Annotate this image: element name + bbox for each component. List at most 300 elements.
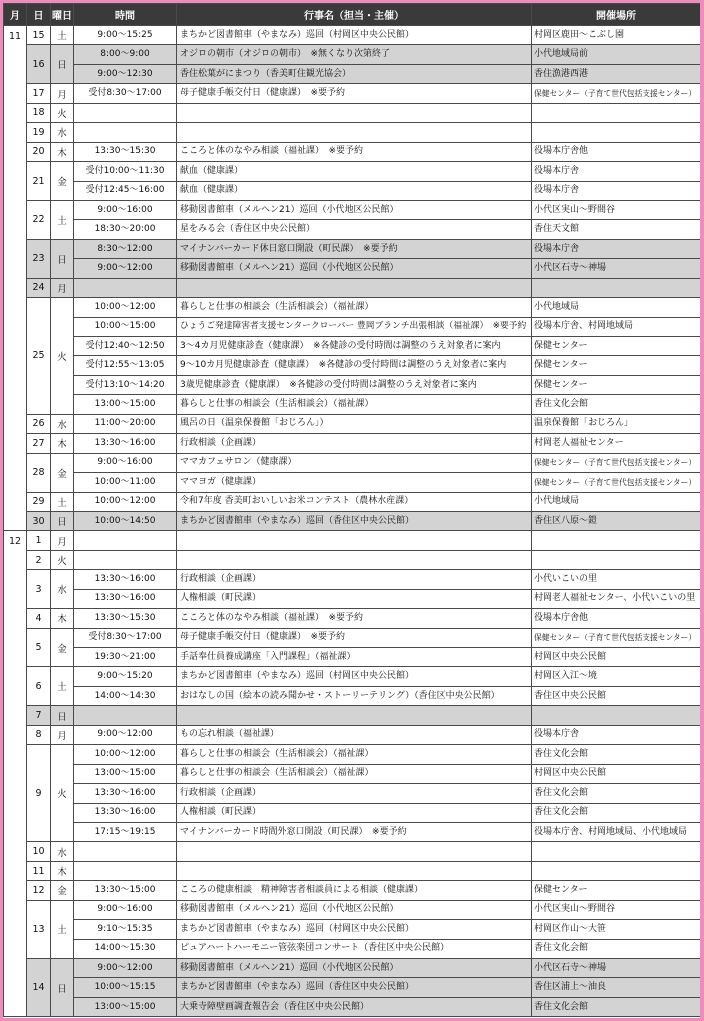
event-time: 9:00～12:00 xyxy=(97,729,153,740)
event-name-cell xyxy=(177,725,532,744)
event-name: こころと体のなやみ相談（福祉課） ※要予約 xyxy=(180,612,364,623)
event-time: 受付12:40～12:50 xyxy=(85,340,165,351)
event-name-cell xyxy=(177,667,532,686)
event-name: 移動図書館車（メルヘン21）巡回（小代地区公民館） xyxy=(180,262,399,273)
event-place-cell xyxy=(532,298,701,317)
header-row xyxy=(4,4,701,26)
event-place: 香住天文館 xyxy=(534,224,580,235)
event-name: まちかど図書館車（やまなみ）巡回（村岡区中央公民館） xyxy=(180,923,415,934)
event-name: 母子健康手帳交付日（健康課） ※要予約 xyxy=(180,632,346,643)
event-name-cell xyxy=(177,434,532,453)
event-time-cell xyxy=(74,531,177,550)
weekday-cell: 火 xyxy=(51,550,74,569)
event-name-cell xyxy=(177,939,532,958)
event-name-cell xyxy=(177,570,532,589)
weekday-cell: 日 xyxy=(51,239,74,278)
event-name-cell xyxy=(177,492,532,511)
header-weekday: 曜日 xyxy=(51,4,74,26)
day-cell: 21 xyxy=(27,162,51,201)
event-name: 3歳児健康診査（健康課） ※各健診の受付時間は調整のうえ対象者に案内 xyxy=(180,379,477,390)
table-row xyxy=(4,142,701,161)
event-time-cell xyxy=(74,298,177,317)
event-time-cell xyxy=(74,45,177,64)
table-row xyxy=(4,356,701,375)
event-time-cell xyxy=(74,123,177,142)
table-row xyxy=(4,298,701,317)
event-time: 13:30～15:30 xyxy=(94,612,156,623)
event-name: 人権相談（町民課） xyxy=(180,807,262,818)
day-cell: 18 xyxy=(27,103,51,122)
event-name-cell xyxy=(177,239,532,258)
event-time-cell xyxy=(74,356,177,375)
event-name: 献血（健康課） xyxy=(180,185,244,196)
event-place: 香住区八原～鎧 xyxy=(534,515,598,526)
event-time-cell xyxy=(74,920,177,939)
table-row xyxy=(4,764,701,783)
event-name: こころと体のなやみ相談（福祉課） ※要予約 xyxy=(180,146,364,157)
table-row xyxy=(4,842,701,861)
event-place: 保健センター（子育て世代包括支援センター） xyxy=(534,477,697,487)
event-time-cell xyxy=(74,317,177,336)
event-place-cell xyxy=(532,667,701,686)
table-row xyxy=(4,492,701,511)
table-row xyxy=(4,239,701,258)
header-place: 開催場所 xyxy=(532,4,701,26)
event-time-cell xyxy=(74,453,177,472)
day-cell: 23 xyxy=(27,239,51,278)
day-cell: 29 xyxy=(27,492,51,511)
event-place-cell xyxy=(532,220,701,239)
event-place-cell xyxy=(532,492,701,511)
event-time: 13:00～15:00 xyxy=(94,768,156,779)
event-place-cell xyxy=(532,64,701,83)
event-place: 温泉保養館「おじろん」 xyxy=(534,418,634,429)
day-cell: 10 xyxy=(27,842,51,861)
table-header xyxy=(4,4,701,26)
table-row xyxy=(4,511,701,530)
event-place-cell xyxy=(532,959,701,978)
event-name: マイナンバーカード休日窓口開設（町民課） ※要予約 xyxy=(180,243,398,254)
day-cell: 2 xyxy=(27,550,51,569)
event-time: 13:30～16:00 xyxy=(94,593,156,604)
table-row xyxy=(4,103,701,122)
event-time-cell xyxy=(74,939,177,958)
day-cell: 28 xyxy=(27,453,51,492)
table-row xyxy=(4,453,701,472)
event-place-cell xyxy=(532,162,701,181)
table-row xyxy=(4,278,701,297)
day-cell: 15 xyxy=(27,26,51,45)
weekday-cell: 月 xyxy=(51,531,74,550)
event-place: 小代地域局前 xyxy=(534,49,589,60)
event-place: 村岡区作山～大笹 xyxy=(534,923,607,934)
weekday-cell: 土 xyxy=(51,900,74,958)
event-place-cell xyxy=(532,861,701,880)
table-row xyxy=(4,881,701,900)
event-name: 令和7年度 香美町おいしいお米コンテスト（農林水産課） xyxy=(180,496,414,507)
event-time: 10:00～14:50 xyxy=(94,515,156,526)
event-name-cell xyxy=(177,375,532,394)
event-name-cell xyxy=(177,473,532,492)
event-name: 3～4カ月児健康診査（健康課） ※各健診の受付時間は調整のうえ対象者に案内 xyxy=(180,340,501,351)
event-name-cell xyxy=(177,842,532,861)
event-time: 9:00～16:00 xyxy=(97,457,153,468)
event-name: マイナンバーカード時間外窓口開設（町民課） ※要予約 xyxy=(180,826,407,837)
event-place-cell xyxy=(532,511,701,530)
event-place: 村岡区中央公民館 xyxy=(534,651,607,662)
table-row xyxy=(4,706,701,725)
event-time-cell xyxy=(74,706,177,725)
table-row xyxy=(4,337,701,356)
event-time-cell xyxy=(74,434,177,453)
weekday-cell: 月 xyxy=(51,278,74,297)
event-place-cell xyxy=(532,803,701,822)
event-time: 13:30～16:00 xyxy=(94,807,156,818)
weekday-cell: 土 xyxy=(51,667,74,706)
weekday-cell: 木 xyxy=(51,609,74,628)
table-row xyxy=(4,473,701,492)
event-place-cell xyxy=(532,45,701,64)
event-place-cell xyxy=(532,920,701,939)
event-name: 暮らしと仕事の相談会（生活相談会）（福祉課） xyxy=(180,399,374,410)
event-place: 保健センター xyxy=(534,379,588,390)
event-name-cell xyxy=(177,181,532,200)
weekday-cell: 水 xyxy=(51,570,74,609)
weekday-cell: 土 xyxy=(51,26,74,45)
event-name-cell xyxy=(177,959,532,978)
event-name: おはなしの国（絵本の読み聞かせ・ストーリーテリング）（香住区中央公民館） xyxy=(180,690,500,701)
table-row xyxy=(4,920,701,939)
event-place-cell xyxy=(532,531,701,550)
event-time: 受付12:45～16:00 xyxy=(85,185,165,196)
weekday-cell: 土 xyxy=(51,200,74,239)
event-name: まちかど図書館車（やまなみ）巡回（香住区中央公民館） xyxy=(180,982,415,993)
event-time-cell xyxy=(74,375,177,394)
event-schedule-table xyxy=(3,3,700,1017)
event-place: 小代地域局 xyxy=(534,496,580,507)
event-time-cell xyxy=(74,589,177,608)
event-place: 役場本庁舎、村岡地域局、小代地域局 xyxy=(534,826,688,837)
weekday-cell: 火 xyxy=(51,103,74,122)
table-row xyxy=(4,822,701,841)
weekday-cell: 水 xyxy=(51,414,74,433)
weekday-cell: 月 xyxy=(51,725,74,744)
event-place-cell xyxy=(532,764,701,783)
event-place: 村岡老人福祉センター、小代いこいの里 xyxy=(534,593,696,604)
event-name-cell xyxy=(177,822,532,841)
event-time: 13:30～16:00 xyxy=(94,787,156,798)
event-place: 小代区石寺～神場 xyxy=(534,962,607,973)
table-row xyxy=(4,628,701,647)
event-time-cell xyxy=(74,959,177,978)
event-name: まちかど図書館車（やまなみ）巡回（村岡区中央公民館） xyxy=(180,29,415,40)
event-time: 13:00～15:00 xyxy=(94,399,156,410)
event-place-cell xyxy=(532,200,701,219)
event-place: 役場本庁舎 xyxy=(534,243,580,254)
event-name: 手話奉仕員養成講座「入門課程」（福祉課） xyxy=(180,651,356,662)
day-cell: 27 xyxy=(27,434,51,453)
event-name-cell xyxy=(177,162,532,181)
day-cell: 24 xyxy=(27,278,51,297)
table-row xyxy=(4,45,701,64)
event-name-cell xyxy=(177,609,532,628)
event-place: 香住区浦上～油良 xyxy=(534,982,607,993)
event-name: まちかど図書館車（やまなみ）巡回（香住区中央公民館） xyxy=(180,515,415,526)
event-name: 献血（健康課） xyxy=(180,165,244,176)
event-name-cell xyxy=(177,414,532,433)
event-name-cell xyxy=(177,123,532,142)
event-name-cell xyxy=(177,298,532,317)
event-name: 暮らしと仕事の相談会（生活相談会）（福祉課） xyxy=(180,748,374,759)
event-time-cell xyxy=(74,725,177,744)
event-place-cell xyxy=(532,706,701,725)
event-name-cell xyxy=(177,706,532,725)
event-place: 保健センター（子育て世代包括支援センター） xyxy=(534,633,697,643)
event-time: 17:15～19:15 xyxy=(94,826,156,837)
event-time: 10:00～11:00 xyxy=(94,476,156,487)
event-place: 保健センター（子育て世代包括支援センター） xyxy=(534,89,697,99)
table-row xyxy=(4,686,701,705)
event-name: 移動図書館車（メルヘン21）巡回（小代地区公民館） xyxy=(180,962,399,973)
event-time: 11:00～20:00 xyxy=(94,418,156,429)
table-row xyxy=(4,745,701,764)
event-name: 香住松葉がにまつり（香美町住観光協会） xyxy=(180,68,352,79)
event-place: 小代区実山～野間谷 xyxy=(534,904,616,915)
event-place-cell xyxy=(532,609,701,628)
event-place: 香住区中央公民館 xyxy=(534,690,607,701)
event-place-cell xyxy=(532,453,701,472)
event-place: 役場本庁舎、村岡地域局 xyxy=(534,321,634,332)
event-place-cell xyxy=(532,939,701,958)
event-place: 村岡区入江～境 xyxy=(534,671,598,682)
event-place: 役場本庁舎他 xyxy=(534,612,589,623)
table-row xyxy=(4,26,701,45)
day-cell: 9 xyxy=(27,745,51,842)
event-time: 13:30～16:00 xyxy=(94,437,156,448)
event-time-cell xyxy=(74,239,177,258)
event-name-cell xyxy=(177,997,532,1016)
table-row xyxy=(4,667,701,686)
event-place-cell xyxy=(532,784,701,803)
event-time: 14:00～15:30 xyxy=(94,943,156,954)
event-name: ママヨガ（健康課） xyxy=(180,476,262,487)
event-name-cell xyxy=(177,278,532,297)
event-place: 保健センター xyxy=(534,340,588,351)
event-name: ひょうご発達障害者支援センタークローバー 豊岡ブランチ出張相談（福祉課） ※要予約 xyxy=(180,321,527,332)
event-place-cell xyxy=(532,881,701,900)
table-row xyxy=(4,395,701,414)
event-place: 香住文化会館 xyxy=(534,787,589,798)
event-name-cell xyxy=(177,200,532,219)
weekday-cell: 日 xyxy=(51,959,74,1017)
event-place-cell xyxy=(532,395,701,414)
table-row xyxy=(4,220,701,239)
event-name-cell xyxy=(177,745,532,764)
event-name-cell xyxy=(177,259,532,278)
event-name-cell xyxy=(177,978,532,997)
event-place-cell xyxy=(532,181,701,200)
event-time-cell xyxy=(74,142,177,161)
day-cell: 7 xyxy=(27,706,51,725)
event-time: 18:30～20:00 xyxy=(94,224,156,235)
event-place: 村岡区中央公民館 xyxy=(534,768,607,779)
day-cell: 11 xyxy=(27,861,51,880)
event-time-cell xyxy=(74,278,177,297)
table-row xyxy=(4,84,701,103)
event-place-cell xyxy=(532,550,701,569)
event-place-cell xyxy=(532,648,701,667)
event-name-cell xyxy=(177,26,532,45)
day-cell: 12 xyxy=(27,881,51,900)
day-cell: 26 xyxy=(27,414,51,433)
day-cell: 20 xyxy=(27,142,51,161)
event-name-cell xyxy=(177,881,532,900)
event-place: 役場本庁舎 xyxy=(534,729,580,740)
event-name: 行政相談（企画課） xyxy=(180,573,262,584)
day-cell: 8 xyxy=(27,725,51,744)
event-time-cell xyxy=(74,200,177,219)
table-row xyxy=(4,648,701,667)
event-name: ピュアハートハーモニー管弦楽団コンサート（香住区中央公民館） xyxy=(180,943,450,954)
event-time-cell xyxy=(74,511,177,530)
event-time-cell xyxy=(74,162,177,181)
weekday-cell: 金 xyxy=(51,453,74,492)
header-time: 時間 xyxy=(74,4,177,26)
event-time: 14:00～14:30 xyxy=(94,690,156,701)
weekday-cell: 水 xyxy=(51,842,74,861)
event-place-cell xyxy=(532,414,701,433)
event-name-cell xyxy=(177,45,532,64)
event-place-cell xyxy=(532,84,701,103)
event-time-cell xyxy=(74,803,177,822)
event-time-cell xyxy=(74,259,177,278)
event-time: 受付13:10～14:20 xyxy=(85,379,165,390)
event-time-cell xyxy=(74,822,177,841)
event-time-cell xyxy=(74,414,177,433)
table-row xyxy=(4,550,701,569)
event-name-cell xyxy=(177,628,532,647)
event-time-cell xyxy=(74,628,177,647)
event-time-cell xyxy=(74,220,177,239)
event-place-cell xyxy=(532,589,701,608)
event-name: オジロの朝市（オジロの朝市） ※無くなり次第終了 xyxy=(180,49,391,60)
event-time: 9:10～15:35 xyxy=(97,923,153,934)
event-place-cell xyxy=(532,142,701,161)
event-time-cell xyxy=(74,881,177,900)
event-time: 13:30～15:00 xyxy=(94,884,156,895)
event-name-cell xyxy=(177,84,532,103)
weekday-cell: 木 xyxy=(51,861,74,880)
event-name-cell xyxy=(177,686,532,705)
table-row xyxy=(4,181,701,200)
event-name-cell xyxy=(177,803,532,822)
event-name-cell xyxy=(177,64,532,83)
event-place-cell xyxy=(532,123,701,142)
schedule-sheet xyxy=(3,3,700,1018)
table-row xyxy=(4,589,701,608)
event-place-cell xyxy=(532,978,701,997)
table-row xyxy=(4,609,701,628)
table-body xyxy=(4,26,701,1017)
event-place-cell xyxy=(532,356,701,375)
event-name-cell xyxy=(177,317,532,336)
weekday-cell: 日 xyxy=(51,706,74,725)
event-name-cell xyxy=(177,337,532,356)
event-place-cell xyxy=(532,900,701,919)
event-place-cell xyxy=(532,686,701,705)
event-time-cell xyxy=(74,648,177,667)
event-name: 大乗寺障壁画調査報告会（香住区中央公民館） xyxy=(180,1001,370,1012)
event-time: 19:30～21:00 xyxy=(94,651,156,662)
event-time-cell xyxy=(74,492,177,511)
event-time-cell xyxy=(74,103,177,122)
event-time-cell xyxy=(74,842,177,861)
event-place-cell xyxy=(532,375,701,394)
table-row xyxy=(4,200,701,219)
event-place: 香住文化会館 xyxy=(534,1001,589,1012)
event-time-cell xyxy=(74,745,177,764)
event-place: 保健センター（子育て世代包括支援センター） xyxy=(534,458,697,468)
table-row xyxy=(4,434,701,453)
weekday-cell: 月 xyxy=(51,84,74,103)
month-cell: 11 xyxy=(4,26,27,531)
event-place-cell xyxy=(532,822,701,841)
event-place: 香住漁港西港 xyxy=(534,68,589,79)
event-time: 受付8:30～17:00 xyxy=(88,632,162,643)
event-place: 役場本庁舎他 xyxy=(534,146,589,157)
event-name-cell xyxy=(177,103,532,122)
event-place-cell xyxy=(532,26,701,45)
table-row xyxy=(4,259,701,278)
event-time: 9:00～12:00 xyxy=(97,262,153,273)
event-place-cell xyxy=(532,434,701,453)
event-name-cell xyxy=(177,589,532,608)
event-name-cell xyxy=(177,648,532,667)
weekday-cell: 木 xyxy=(51,434,74,453)
event-place: 小代区実山～野間谷 xyxy=(534,204,616,215)
event-name-cell xyxy=(177,550,532,569)
event-time-cell xyxy=(74,667,177,686)
event-time: 9:00～12:00 xyxy=(97,962,153,973)
event-time: 13:30～15:30 xyxy=(94,146,156,157)
event-place-cell xyxy=(532,337,701,356)
table-row xyxy=(4,959,701,978)
event-place-cell xyxy=(532,473,701,492)
event-time-cell xyxy=(74,395,177,414)
event-time: 10:00～12:00 xyxy=(94,301,156,312)
table-row xyxy=(4,570,701,589)
event-time: 10:00～15:15 xyxy=(94,982,156,993)
weekday-cell: 火 xyxy=(51,745,74,842)
day-cell: 30 xyxy=(27,511,51,530)
event-place-cell xyxy=(532,628,701,647)
event-name-cell xyxy=(177,920,532,939)
event-name-cell xyxy=(177,142,532,161)
event-time: 受付10:00～11:30 xyxy=(85,165,165,176)
table-row xyxy=(4,939,701,958)
event-name-cell xyxy=(177,900,532,919)
event-time-cell xyxy=(74,997,177,1016)
event-name: 暮らしと仕事の相談会（生活相談会）（福祉課） xyxy=(180,768,374,779)
header-month: 月 xyxy=(4,4,27,26)
event-time-cell xyxy=(74,784,177,803)
weekday-cell: 日 xyxy=(51,45,74,84)
weekday-cell: 金 xyxy=(51,162,74,201)
event-name-cell xyxy=(177,395,532,414)
table-row xyxy=(4,375,701,394)
event-name: 暮らしと仕事の相談会（生活相談会）（福祉課） xyxy=(180,301,374,312)
event-name-cell xyxy=(177,764,532,783)
